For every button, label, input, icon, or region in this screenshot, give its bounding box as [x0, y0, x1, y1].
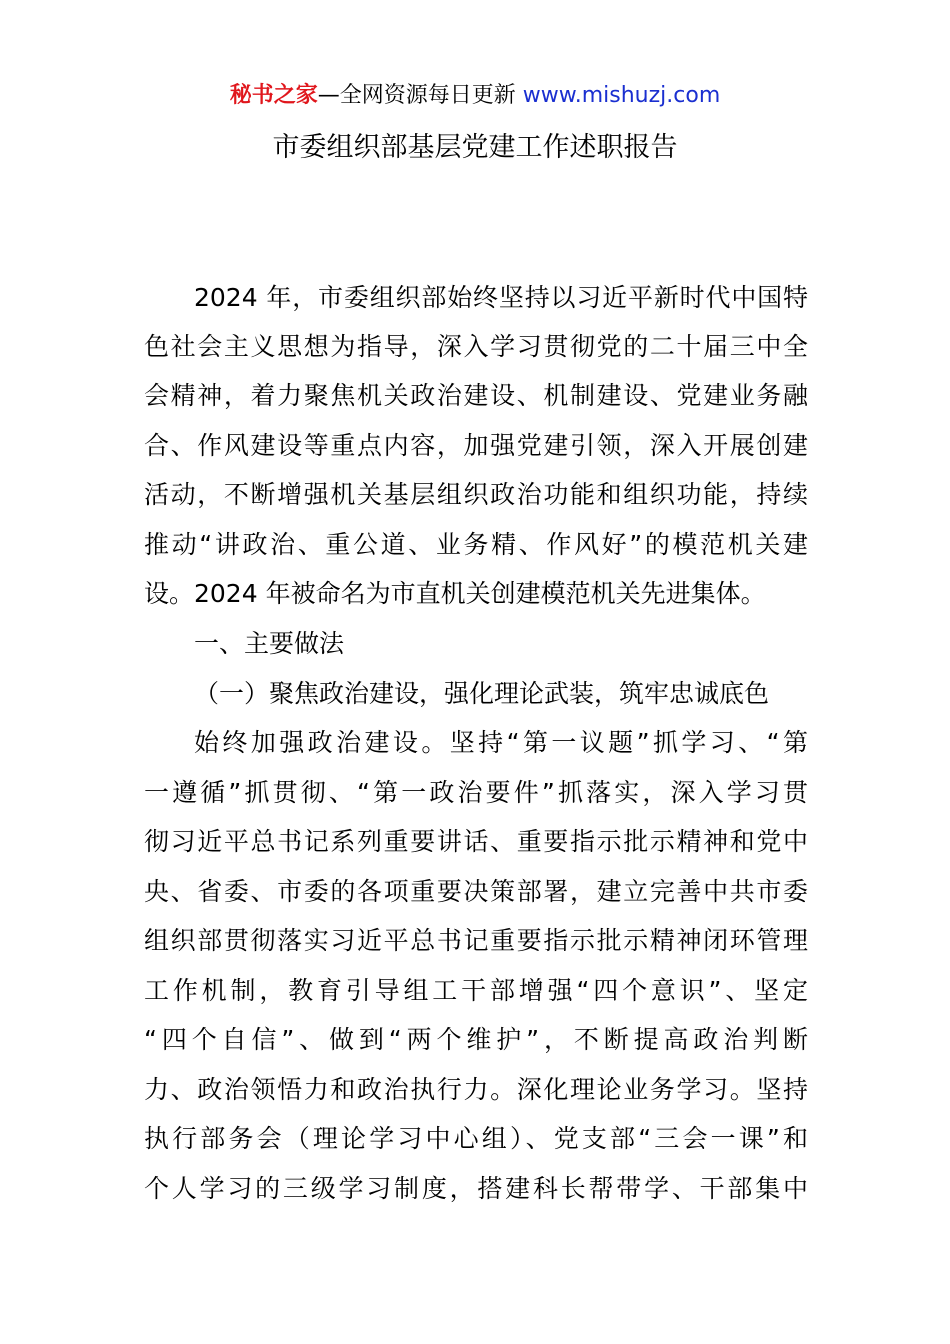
paragraph-line: 活动，不断增强机关基层组织政治功能和组织功能，持续 — [144, 480, 808, 509]
site-header — [0, 80, 950, 112]
paragraph-line: 合、作风建设等重点内容，加强党建引领，深入开展创建 — [144, 431, 808, 460]
paragraph-line: 始终加强政治建设。坚持“第一议题”抓学习、“第 — [194, 728, 808, 757]
paragraph-line: 会精神，着力聚焦机关政治建设、机制建设、党建业务融 — [144, 381, 808, 410]
paragraph-line: 色社会主义思想为指导，深入学习贯彻党的二十届三中全 — [144, 332, 808, 361]
site-tagline: —全网资源每日更新 — [317, 83, 523, 108]
paragraph-line: 推动“讲政治、重公道、业务精、作风好”的模范机关建 — [144, 530, 808, 559]
paragraph-line: 执行部务会（理论学习中心组）、党支部“三会一课”和 — [144, 1124, 808, 1153]
paragraph-line: 设。2024 年被命名为市直机关创建模范机关先进集体。 — [144, 579, 766, 608]
document-title: 市委组织部基层党建工作述职报告 — [272, 132, 678, 163]
paragraph-line: 组织部贯彻落实习近平总书记重要指示批示精神闭环管理 — [144, 926, 808, 955]
site-brand: 秘书之家 — [229, 83, 318, 108]
paragraph-line: 力、政治领悟力和政治执行力。深化理论业务学习。坚持 — [144, 1075, 808, 1104]
site-url-link[interactable]: www.mishuzj.com — [522, 83, 721, 108]
paragraph-line: 工作机制，教育引导组工干部增强“四个意识”、坚定 — [144, 976, 808, 1005]
paragraph-line: 央、省委、市委的各项重要决策部署，建立完善中共市委 — [144, 877, 808, 906]
paragraph-line: 2024 年，市委组织部始终坚持以习近平新时代中国特 — [194, 283, 808, 312]
subsection-heading: （一）聚焦政治建设，强化理论武装，筑牢忠诚底色 — [194, 679, 770, 708]
paragraph-line: 个人学习的三级学习制度，搭建科长帮带学、干部集中 — [144, 1174, 808, 1203]
paragraph-line: 彻习近平总书记系列重要讲话、重要指示批示精神和党中 — [144, 827, 808, 856]
paragraph-line: “四个自信”、做到“两个维护”，不断提高政治判断 — [144, 1025, 808, 1054]
section-heading: 一、主要做法 — [194, 629, 345, 658]
paragraph-line: 一遵循”抓贯彻、“第一政治要件”抓落实，深入学习贯 — [144, 778, 808, 807]
